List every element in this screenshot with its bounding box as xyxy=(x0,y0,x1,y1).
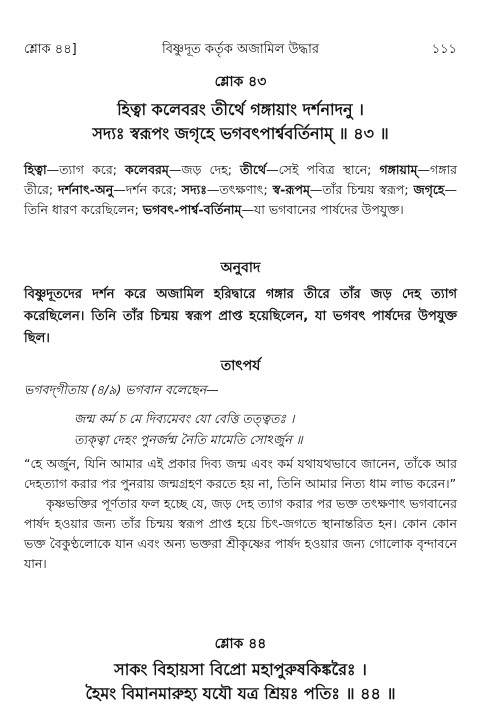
header-page-number: ১১১ xyxy=(431,42,457,57)
synonym-item: ভগবৎ-পার্শ্ব-বর্তিনাম্—যা ভগবানের পার্ষদের উপযুক্ত। xyxy=(142,202,404,217)
verse-44 xyxy=(24,632,457,706)
translation-title: অনুবাদ xyxy=(220,260,261,276)
purport-title: তাৎপর্য xyxy=(220,358,261,374)
translation-section xyxy=(24,256,457,350)
purport-intro: ভগবদ্‌গীতায় (৪/৯) ভগবান বলেছেন— xyxy=(24,382,219,397)
synonyms-paragraph xyxy=(24,160,457,220)
verse-43-title: শ্লোক ৪৩ xyxy=(214,74,267,90)
running-header xyxy=(24,40,457,62)
purport-paragraph-1: “হে অর্জুন, যিনি আমার এই প্রকার দিব্য জন্ম এবং কর্ম যথাযথভাবে জানেন, তাঁকে আর দেহত্যাগ করার পর পুনরায় জন্মগ্রহণ করতে হয় না, তিনি আমার নিত্য ধাম লাভ করেন।” xyxy=(24,456,457,491)
synonym-item: জগৃহে—তিনি ধারণ করেছিলেন; xyxy=(24,182,457,217)
verse-44-title: শ্লোক ৪৪ xyxy=(214,636,267,652)
synonym-item: স্ব-রূপম্—তাঁর চিন্ময় স্বরূপ; xyxy=(272,182,414,197)
verse-43-line-1: হিত্বা কলেবরং তীর্থে গঙ্গায়াং দর্শনাদনু । xyxy=(117,100,364,119)
verse-43-line-2: সদ্যঃ স্বরূপং জগৃহে ভগবৎপার্শ্ববর্তিনাম্ ॥ ৪৩ ॥ xyxy=(92,124,389,143)
header-verse-ref: শ্লোক ৪৪] xyxy=(24,42,77,57)
verse-43 xyxy=(24,70,457,146)
purport-section xyxy=(24,354,457,574)
synonym-item: তীর্থে—সেই পবিত্র স্থানে; xyxy=(240,162,380,177)
synonym-item: গঙ্গায়াম্—গঙ্গার তীরে; xyxy=(24,162,457,197)
header-chapter-title: বিষ্ণুদূত কর্তৃক অজামিল উদ্ধার xyxy=(161,42,320,57)
synonym-item: কলেবরম্—জড় দেহ; xyxy=(125,162,241,177)
gita-quote-line-1: জন্ম কর্ম চ মে দিব্যমেবং যো বেত্তি তত্ত্বতঃ । xyxy=(74,411,295,426)
purport-paragraph-2: কৃষ্ণভক্তির পূর্ণতার ফল হচ্ছে যে, জড় দেহ ত্যাগ করার পর ভক্ত তৎক্ষণাৎ ভগবানের পার্ষদ হওয়ার জন্য তাঁর চিন্ময় স্বরূপ প্রাপ্ত হয়ে চিৎ-জগতে স্থানান্তরিত হন। কোন কোন ভক্ত বৈকুণ্ঠলোকে যান এবং অন্য ভক্তরা শ্রীকৃষ্ণের পার্ষদ হওয়ার জন্য গোলোক বৃন্দাবনে যান। xyxy=(24,496,457,571)
verse-44-line-2: হৈমং বিমানমারুহ্য যযৌ যত্র শ্রিয়ঃ পতিঃ ॥ ৪৪ ॥ xyxy=(85,684,396,703)
verse-44-line-1: সাকং বিহায়সা বিপ্রো মহাপুরুষকিঙ্করৈঃ । xyxy=(114,660,367,679)
synonym-item: দর্শনাৎ-অনু—দর্শন করে; xyxy=(57,182,182,197)
gita-quote-line-2: ত্যক্ত্বা দেহং পুনর্জন্ম নৈতি মামেতি সোঽর্জুন ॥ xyxy=(74,432,303,447)
synonym-item: সদ্যঃ—তৎক্ষণাৎ; xyxy=(181,182,273,197)
synonym-item: হিত্বা—ত্যাগ করে; xyxy=(24,162,125,177)
translation-text: বিষ্ণুদূতদের দর্শন করে অজামিল হরিদ্বারে গঙ্গার তীরে তাঁর জড় দেহ ত্যাগ করেছিলেন। তিনি তাঁর চিন্ময় স্বরূপ প্রাপ্ত হয়েছিলেন, যা ভগবৎ পার্ষদের উপযুক্ত ছিল। xyxy=(24,287,457,346)
